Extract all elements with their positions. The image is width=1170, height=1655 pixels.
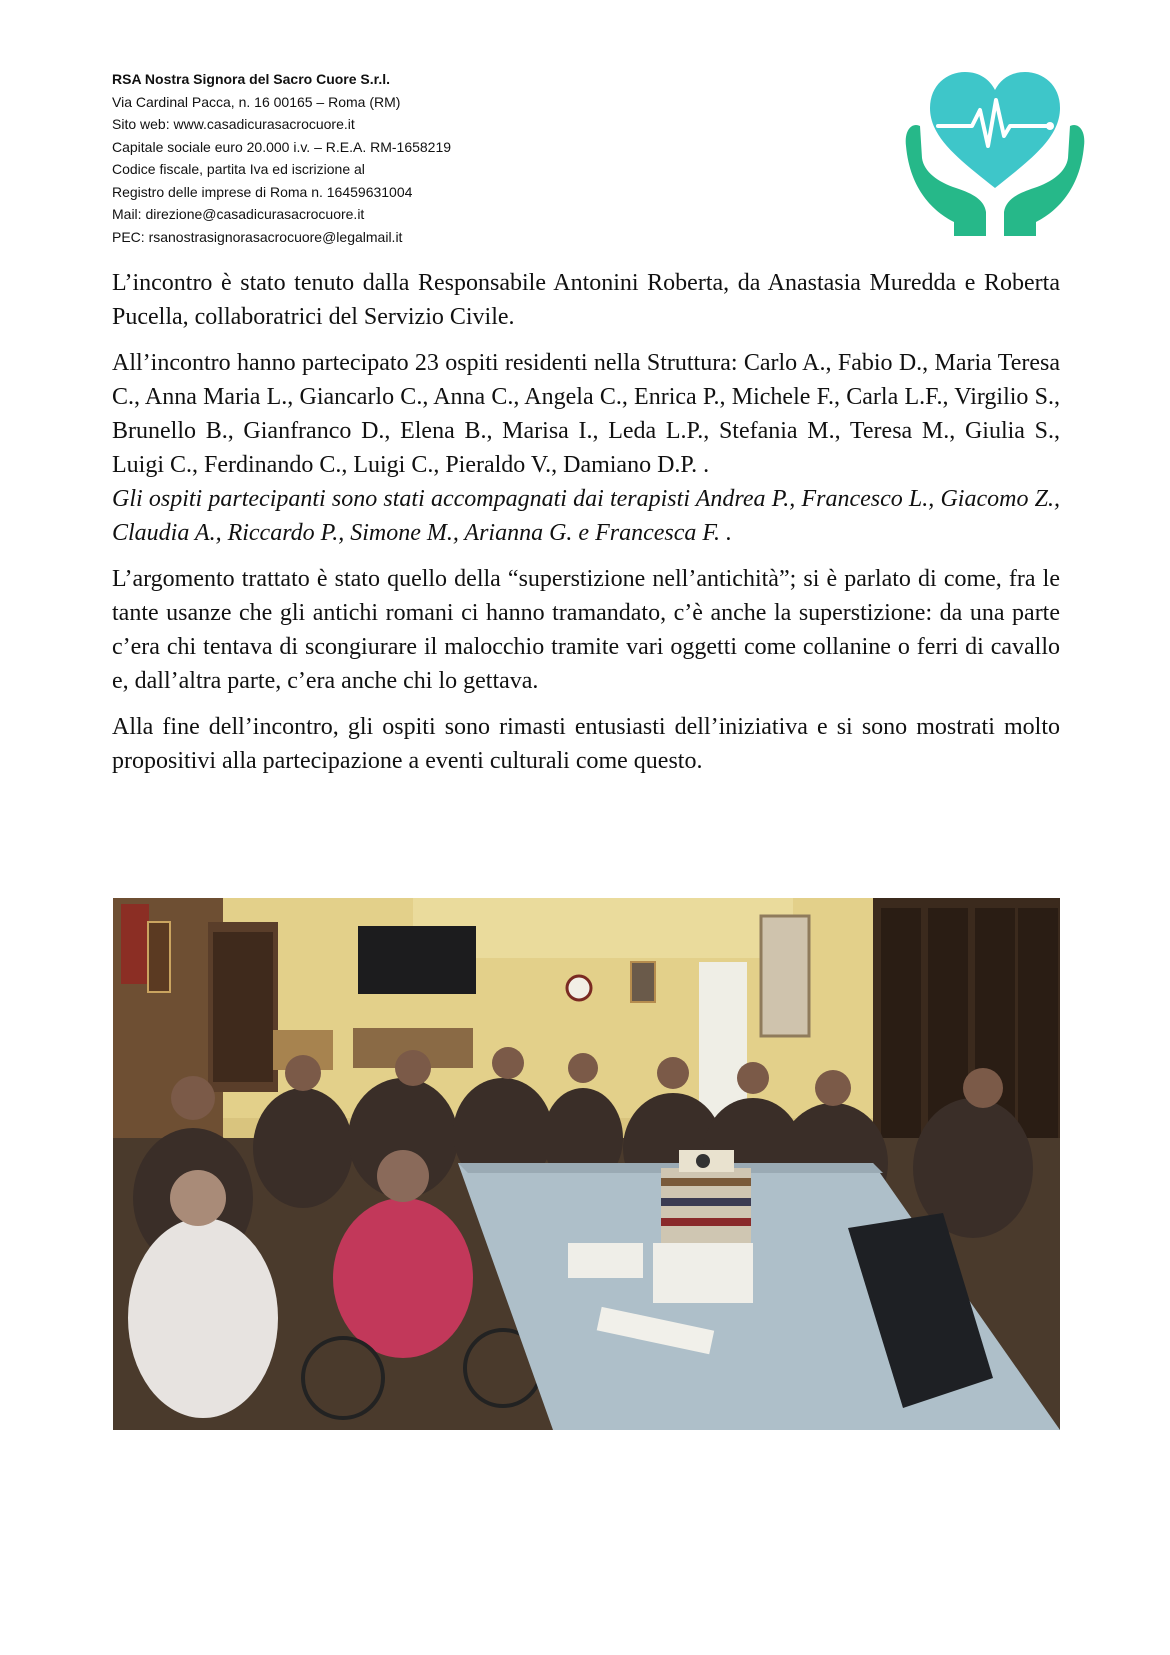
letterhead bbox=[112, 68, 672, 248]
heart-hands-logo-icon bbox=[900, 60, 1090, 238]
capital-line: Capitale sociale euro 20.000 i.v. – R.E.A. RM-1658219 bbox=[112, 138, 452, 155]
paragraph-participants: All’incontro hanno partecipato 23 ospiti residenti nella Struttura: Carlo A., Fabio D., Maria Teresa C., Anna Maria L., Giancarlo C., Anna C., Angela C., Enrica P., Michele F., Carla L.F., Virgilio S., Brunello B., Gianfranco D., Elena B., Marisa I., Leda L.P., Stefania M., Teresa M., Giulia S., Luigi C., Ferdinando C., Luigi C., Pieraldo V., Damiano D.P. . bbox=[112, 350, 1060, 478]
address-line: Via Cardinal Pacca, n. 16 00165 – Roma (RM) bbox=[112, 93, 401, 110]
website-line: Sito web: www.casadicurasacrocuore.it bbox=[112, 116, 355, 132]
paragraph-therapists: Gli ospiti partecipanti sono stati accompagnati dai terapisti Andrea P., Francesco L., Giacomo Z., Claudia A., Riccardo P., Simone M., Arianna G. e Francesca F. . bbox=[112, 486, 1060, 546]
meeting-photo bbox=[113, 898, 1060, 1430]
paragraph-conclusion: Alla fine dell’incontro, gli ospiti sono rimasti entusiasti dell’iniziativa e si sono mostrati molto propositivi alla partecipazione a eventi culturali come questo. bbox=[112, 714, 1060, 774]
registry-line: Registro delle imprese di Roma n. 16459631004 bbox=[112, 183, 413, 200]
tax-code-line: Codice fiscale, partita Iva ed iscrizione al bbox=[112, 161, 365, 177]
mail-line: Mail: direzione@casadicurasacrocuore.it bbox=[112, 206, 365, 222]
company-name: RSA Nostra Signora del Sacro Cuore S.r.l. bbox=[112, 71, 390, 87]
paragraph-facilitators: L’incontro è stato tenuto dalla Responsabile Antonini Roberta, da Anastasia Muredda e Roberta Pucella, collaboratrici del Servizio Civile. bbox=[112, 270, 1060, 330]
paragraph-topic: L’argomento trattato è stato quello della “superstizione nell’antichità”; si è parlato di come, fra le tante usanze che gli antichi romani ci hanno tramandato, c’è anche la superstizione: da una parte c’era chi tentava di scongiurare il malocchio tramite vari oggetti come collanine o ferri di cavallo e, dall’altra parte, c’era anche chi lo gettava. bbox=[112, 566, 1060, 694]
report-body bbox=[112, 266, 1060, 790]
pec-line: PEC: rsanostrasignorasacrocuore@legalmail.it bbox=[112, 228, 403, 245]
